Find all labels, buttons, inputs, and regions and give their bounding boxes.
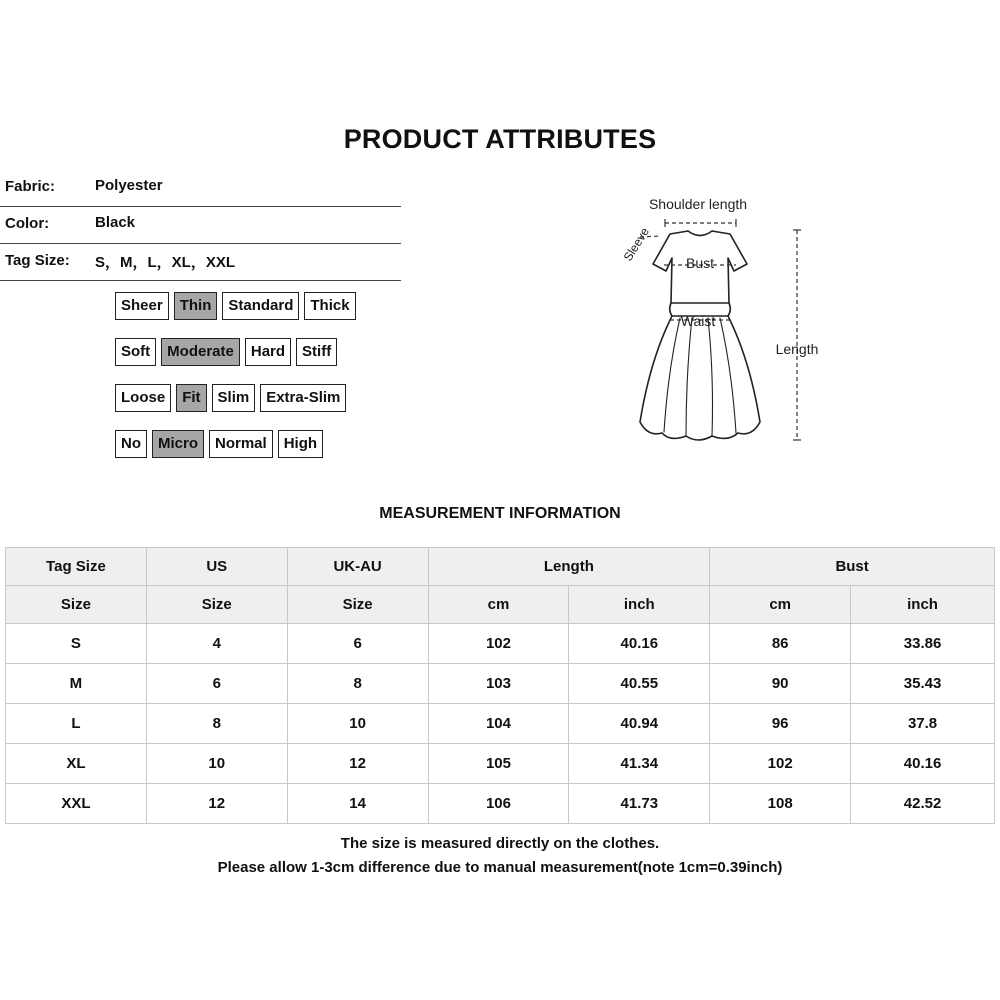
table-cell: 12 <box>287 744 428 784</box>
table-cell: 104 <box>428 704 569 744</box>
table-cell: 42.52 <box>851 784 995 824</box>
option-slim[interactable]: Slim <box>212 384 256 412</box>
option-normal[interactable]: Normal <box>209 430 273 458</box>
option-list <box>115 292 356 320</box>
measurement-title: MEASUREMENT INFORMATION <box>379 505 621 522</box>
table-cell: 40.55 <box>569 664 710 704</box>
sleeve-label: Sleeve <box>620 225 652 264</box>
table-cell: 6 <box>146 664 287 704</box>
header-cell: Size <box>6 586 147 624</box>
option-thin[interactable]: Thin <box>174 292 218 320</box>
table-cell: 8 <box>287 664 428 704</box>
option-thick[interactable]: Thick <box>304 292 355 320</box>
table-cell: XL <box>6 744 147 784</box>
option-micro[interactable]: Micro <box>152 430 204 458</box>
option-hard[interactable]: Hard <box>245 338 291 366</box>
attribute-label: Tag Size: <box>5 252 70 269</box>
table-cell: 41.34 <box>569 744 710 784</box>
bust-label: Bust <box>685 255 715 271</box>
length-label: Length <box>775 341 819 357</box>
table-cell: 33.86 <box>851 624 995 664</box>
option-loose[interactable]: Loose <box>115 384 171 412</box>
option-moderate[interactable]: Moderate <box>161 338 240 366</box>
header-cell: inch <box>851 586 995 624</box>
header-cell: Bust <box>710 548 995 586</box>
table-cell: 102 <box>710 744 851 784</box>
attribute-row-tag-size <box>0 243 401 281</box>
table-cell: 10 <box>146 744 287 784</box>
table-cell: 40.94 <box>569 704 710 744</box>
option-list <box>115 338 337 366</box>
waist-label: Waist <box>680 313 716 329</box>
option-no[interactable]: No <box>115 430 147 458</box>
attribute-value: Polyester <box>95 177 163 194</box>
table-cell: 90 <box>710 664 851 704</box>
table-row <box>6 624 995 664</box>
table-cell: M <box>6 664 147 704</box>
shoulder-length-label: Shoulder length <box>648 196 748 212</box>
table-row <box>6 744 995 784</box>
header-cell: Size <box>287 586 428 624</box>
option-extra-slim[interactable]: Extra-Slim <box>260 384 346 412</box>
table-cell: 103 <box>428 664 569 704</box>
note-line-1: The size is measured directly on the clothes. <box>340 835 660 852</box>
header-cell: inch <box>569 586 710 624</box>
header-cell: Length <box>428 548 710 586</box>
table-cell: S <box>6 624 147 664</box>
table-cell: 37.8 <box>851 704 995 744</box>
table-row <box>6 784 995 824</box>
table-cell: 40.16 <box>569 624 710 664</box>
header-cell: cm <box>428 586 569 624</box>
table-cell: 108 <box>710 784 851 824</box>
table-row <box>6 704 995 744</box>
option-fit[interactable]: Fit <box>176 384 206 412</box>
table-cell: 106 <box>428 784 569 824</box>
option-stiff[interactable]: Stiff <box>296 338 337 366</box>
option-list <box>115 384 346 412</box>
table-cell: L <box>6 704 147 744</box>
table-cell: 14 <box>287 784 428 824</box>
option-soft[interactable]: Soft <box>115 338 156 366</box>
option-sheer[interactable]: Sheer <box>115 292 169 320</box>
table-header-row <box>6 586 995 624</box>
header-cell: UK-AU <box>287 548 428 586</box>
header-cell: cm <box>710 586 851 624</box>
header-cell: US <box>146 548 287 586</box>
option-high[interactable]: High <box>278 430 323 458</box>
table-cell: 35.43 <box>851 664 995 704</box>
attribute-row-fabric <box>0 169 401 207</box>
header-cell: Size <box>146 586 287 624</box>
table-cell: 105 <box>428 744 569 784</box>
table-cell: 86 <box>710 624 851 664</box>
table-cell: 4 <box>146 624 287 664</box>
table-cell: 102 <box>428 624 569 664</box>
table-row <box>6 664 995 704</box>
table-cell: 41.73 <box>569 784 710 824</box>
attribute-value: S，M，L，XL，XXL <box>95 254 236 271</box>
attribute-row-color <box>0 206 401 244</box>
measurement-table <box>5 547 995 824</box>
note-line-2: Please allow 1-3cm difference due to manual measurement(note 1cm=0.39inch) <box>217 859 783 876</box>
table-cell: XXL <box>6 784 147 824</box>
table-header-row <box>6 548 995 586</box>
attribute-label: Fabric: <box>5 178 56 195</box>
table-cell: 12 <box>146 784 287 824</box>
table-cell: 10 <box>287 704 428 744</box>
table-cell: 8 <box>146 704 287 744</box>
table-cell: 6 <box>287 624 428 664</box>
attribute-value: Black <box>95 214 136 231</box>
option-standard[interactable]: Standard <box>222 292 299 320</box>
table-cell: 96 <box>710 704 851 744</box>
page-title: PRODUCT ATTRIBUTES <box>343 124 657 154</box>
header-cell: Tag Size <box>6 548 147 586</box>
dress-size-diagram <box>600 190 840 450</box>
attribute-label: Color: <box>5 215 50 232</box>
table-cell: 40.16 <box>851 744 995 784</box>
option-list <box>115 430 323 458</box>
